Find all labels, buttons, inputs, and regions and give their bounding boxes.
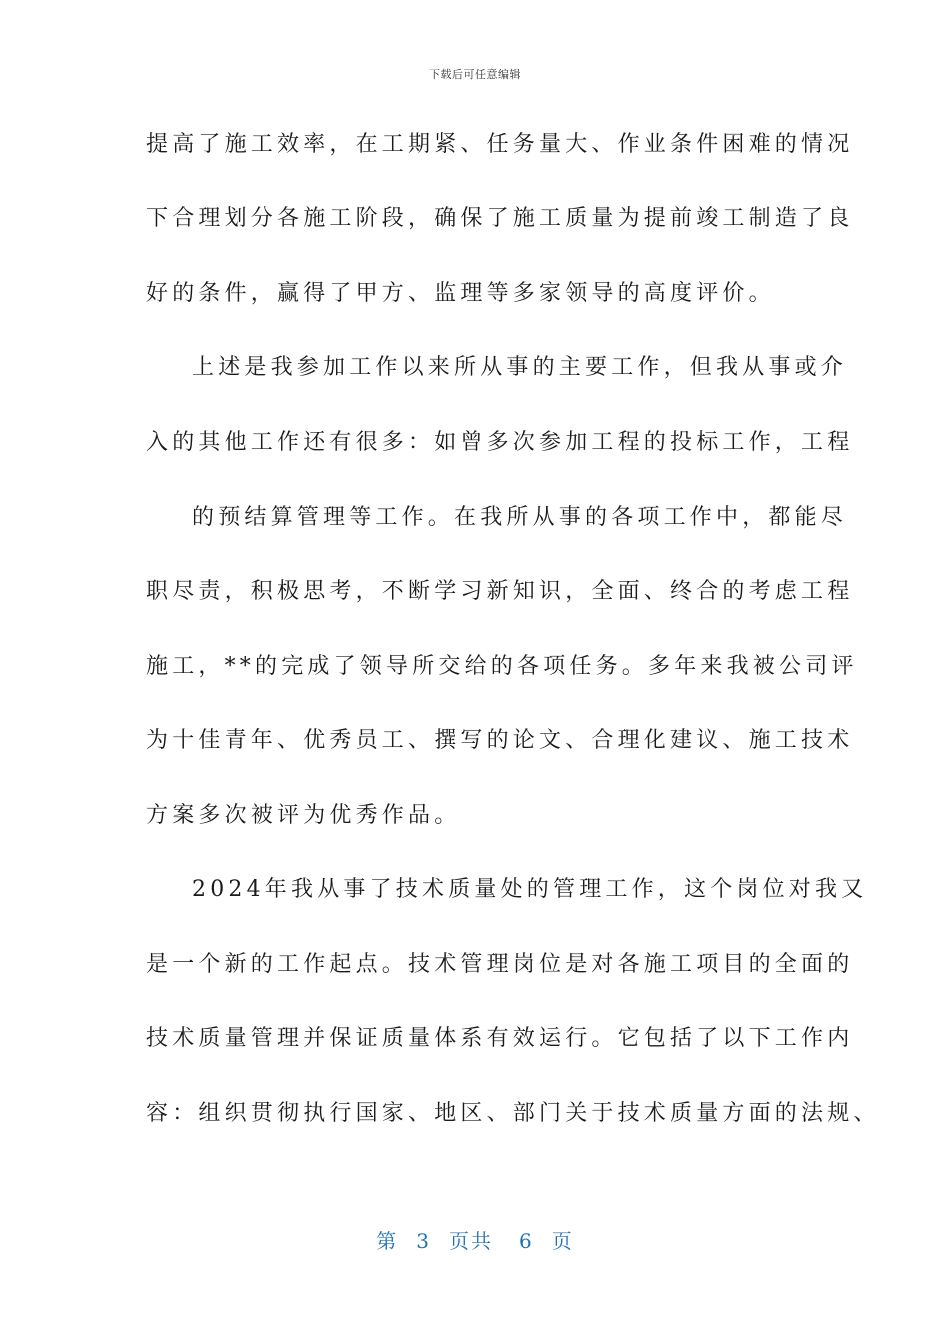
footer-page-number: 3 (416, 1229, 431, 1253)
body-line: 好的条件，赢得了甲方、监理等多家领导的高度评价。 (146, 281, 775, 306)
body-line: 施工，**的完成了领导所交给的各项任务。多年来我被公司评 (146, 654, 858, 679)
body-line: 提高了施工效率，在工期紧、任务量大、作业条件困难的情况 (146, 132, 854, 157)
body-line: 为十佳青年、优秀员工、撰写的论文、合理化建议、施工技术 (146, 728, 854, 753)
body-line: 上述是我参加工作以来所从事的主要工作，但我从事或介 (192, 355, 848, 380)
page-footer (0, 1225, 950, 1254)
body-line: 入的其他工作还有很多：如曾多次参加工程的投标工作，工程 (146, 430, 854, 455)
footer-middle: 页共 (449, 1229, 493, 1253)
body-line: 的预结算管理等工作。在我所从事的各项工作中，都能尽 (192, 505, 848, 530)
footer-total-pages: 6 (519, 1229, 534, 1253)
body-line: 容：组织贯彻执行国家、地区、部门关于技术质量方面的法规、 (146, 1101, 880, 1126)
footer-suffix: 页 (551, 1229, 574, 1253)
body-line: 是一个新的工作起点。技术管理岗位是对各施工项目的全面的 (146, 952, 854, 977)
footer-prefix: 第 (376, 1229, 399, 1253)
body-line: 技术质量管理并保证质量体系有效运行。它包括了以下工作内 (146, 1026, 854, 1051)
body-line: 职尽责，积极思考，不断学习新知识，全面、终合的考虑工程 (146, 579, 854, 604)
body-line: 方案多次被评为优秀作品。 (146, 803, 461, 828)
page-header: 下载后可任意编辑 (429, 68, 521, 81)
body-line: 2024年我从事了技术质量处的管理工作，这个岗位对我又 (192, 877, 868, 902)
body-line: 下合理划分各施工阶段，确保了施工质量为提前竣工制造了良 (146, 206, 854, 231)
